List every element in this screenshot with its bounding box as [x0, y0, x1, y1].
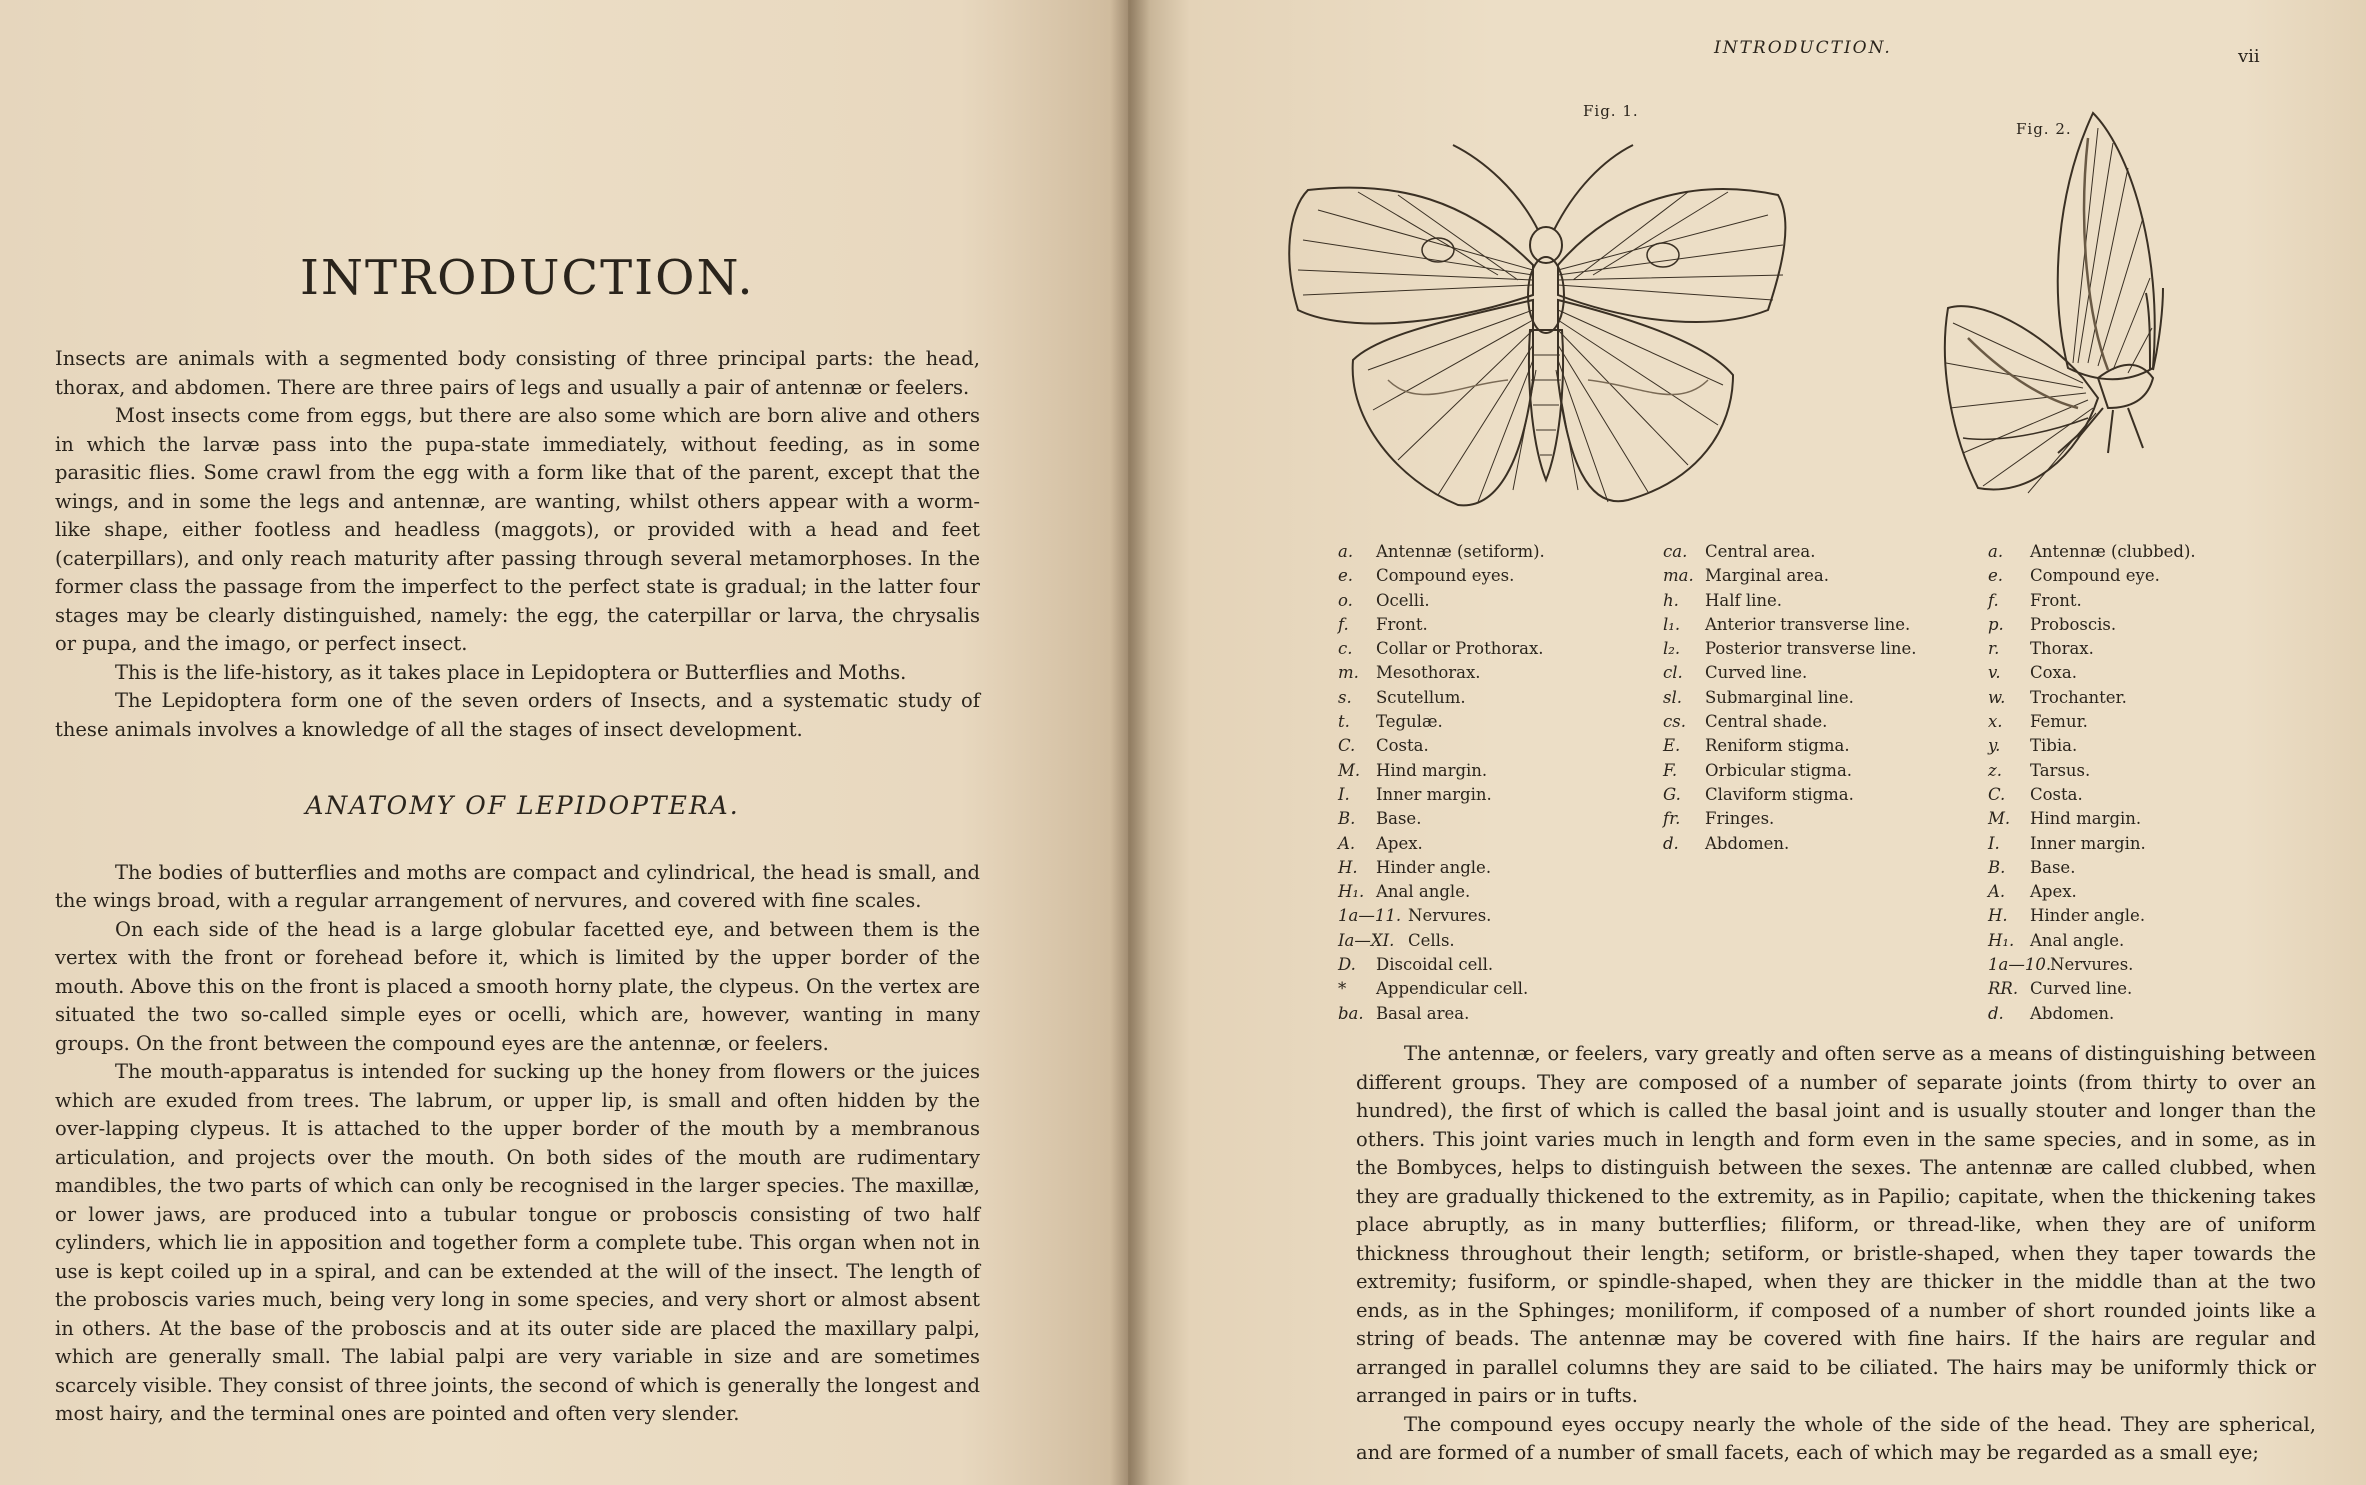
legend-text: Trochanter.: [2030, 687, 2127, 707]
legend-text: Ocelli.: [1376, 590, 1430, 610]
legend-text: Nervures.: [2050, 955, 2134, 975]
legend-text: Anal angle.: [2030, 930, 2125, 950]
legend-text: Tibia.: [2030, 736, 2078, 756]
legend-item: [1663, 589, 1917, 613]
fig1-label: Fig. 1.: [1583, 102, 1639, 120]
legend-item: [1988, 637, 2196, 661]
legend-key: e.: [1338, 566, 1354, 586]
legend-item: [1663, 783, 1917, 807]
left-page-text: [55, 345, 980, 1429]
legend-text: Orbicular stigma.: [1705, 760, 1853, 780]
section-heading: ANATOMY OF LEPIDOPTERA.: [305, 791, 740, 820]
legend-text: Compound eyes.: [1376, 566, 1515, 586]
butterfly-figure: [1938, 108, 2168, 538]
legend-item: [1988, 1002, 2196, 1026]
legend-text: Nervures.: [1408, 906, 1492, 926]
legend-text: Thorax.: [2030, 639, 2094, 659]
legend-key: H.: [1988, 906, 2008, 926]
legend-text: Proboscis.: [2030, 614, 2117, 634]
legend-item: [1338, 856, 1545, 880]
intro-paragraph: Most insects come from eggs, but there are also some which are born alive and others in which the larvæ pass into the pupa-state immediately, without feeding, as in some parasitic flies. Some crawl from the egg with a form like that of the parent, except that the wings, and in some the legs and antennæ, are wanting, whilst others appear with a worm-like shape, either footless and headless (maggots), or provided with a head and feet (caterpillars), and only reach maturity after passing through several metamorphoses. In the former class the passage from the imperfect to the perfect state is gradual; in the latter four stages may be clearly distinguished, namely: the egg, the caterpillar or larva, the chrysalis or pupa, and the imago, or perfect insect.: [55, 404, 980, 655]
legend-item: [1988, 977, 2196, 1001]
anatomy-paragraph: The mouth-apparatus is intended for sucking up the honey from flowers or the juices which are exuded from trees. The labrum, or upper lip, is small and often hidden by the over-lapping clypeus. It is attached to the upper border of the mouth by a membranous articulation, and projects over the mouth. On both sides of the mouth are rudimentary mandibles, the two parts of which can only be recognised in the larger species. The maxillæ, or lower jaws, are produced into a tubular tongue or proboscis consisting of two half cylinders, which lie in apposition and together form a complete tube. This organ when not in use is kept coiled up in a spiral, and can be extended at the will of the insect. The length of the proboscis varies much, being very long in some species, and very short or almost absent in others. At the base of the proboscis and at its outer side are placed the maxillary palpi, which are generally small. The labial palpi are very variable in size and are sometimes scarcely visible. They consist of three joints, the second of which is generally the longest and most hairy, and the terminal ones are pointed and often very slender.: [55, 1060, 980, 1425]
legend-key: D.: [1338, 955, 1356, 975]
left-hindwing: [1353, 300, 1533, 505]
legend-item: [1988, 564, 2196, 588]
legend-key: RR.: [1988, 979, 2019, 999]
legend-item: [1338, 710, 1545, 734]
legend-key: F.: [1663, 760, 1678, 780]
legend-text: Collar or Prothorax.: [1376, 639, 1544, 659]
legend-key: c.: [1338, 639, 1353, 659]
legend-item: [1663, 613, 1917, 637]
legend-text: Discoidal cell.: [1376, 955, 1494, 975]
legend-text: Hind margin.: [1376, 760, 1488, 780]
legend-key: fr.: [1663, 809, 1681, 829]
legend-item: [1338, 953, 1545, 977]
legend-key: f.: [1338, 614, 1349, 634]
legend-item: [1988, 661, 2196, 685]
page-number: vii: [2238, 46, 2260, 67]
legend-text: Hinder angle.: [1376, 857, 1492, 877]
legend-column-3: [1988, 540, 2196, 1026]
legend-item: [1988, 710, 2196, 734]
legend-text: Front.: [2030, 590, 2082, 610]
legend-key: M.: [1338, 760, 1361, 780]
right-page: [1128, 0, 2366, 1485]
legend-key: cl.: [1663, 663, 1683, 683]
legend-text: Femur.: [2030, 712, 2088, 732]
legend-text: Base.: [2030, 857, 2076, 877]
left-page: [0, 0, 1128, 1485]
legend-item: [1338, 759, 1545, 783]
legend-item: [1988, 783, 2196, 807]
legend-key: l₁.: [1663, 614, 1681, 634]
right-forewing: [1558, 189, 1785, 322]
legend-item: [1338, 807, 1545, 831]
legend-key: C.: [1988, 784, 2006, 804]
legend-text: Antennæ (setiform).: [1376, 542, 1545, 561]
legend-item: [1988, 904, 2196, 928]
legend-text: Tegulæ.: [1376, 712, 1443, 732]
legend-column-2: [1663, 540, 1917, 856]
legend-text: Coxa.: [2030, 663, 2077, 683]
legend-item: [1988, 856, 2196, 880]
legend-key: v.: [1988, 663, 2001, 683]
legend-item: [1663, 564, 1917, 588]
legend-key: d.: [1663, 833, 1679, 853]
legend-key: H.: [1338, 857, 1358, 877]
legend-text: Hinder angle.: [2030, 906, 2146, 926]
legend-item: [1338, 832, 1545, 856]
legend-item: [1338, 977, 1545, 1001]
legend-key: z.: [1988, 760, 2002, 780]
legend-key: t.: [1338, 712, 1350, 732]
legend-text: Apex.: [1376, 833, 1423, 853]
legend-key: h.: [1663, 590, 1679, 610]
moth-figure: [1278, 130, 1808, 530]
legend-key: y.: [1988, 736, 2001, 756]
anatomy-paragraph: On each side of the head is a large globular facetted eye, and between them is the vertex with the front or forehead before it, which is limited by the upper border of the mouth. Above this on the front is placed a smooth horny plate, the clypeus. On the vertex are situated the two so-called simple eyes or ocelli, which are, however, wanting in many groups. On the front between the compound eyes are the antennæ, or feelers.: [55, 917, 980, 1055]
legend-item: [1663, 832, 1917, 856]
legend-key: B.: [1338, 809, 1356, 829]
legend-item: [1988, 759, 2196, 783]
legend-item: [1338, 783, 1545, 807]
legend-text: Curved line.: [2030, 979, 2133, 999]
legend-text: Mesothorax.: [1376, 663, 1481, 683]
legend-item: [1338, 880, 1545, 904]
body-paragraph: The compound eyes occupy nearly the whole of the side of the head. They are spherical, and are formed of a number of small facets, each of which may be regarded as a small eye;: [1356, 1412, 2316, 1464]
legend-item: [1988, 540, 2196, 564]
legend-key: a.: [1338, 542, 1354, 561]
legend-item: [1338, 661, 1545, 685]
running-head: INTRODUCTION.: [1714, 38, 1892, 58]
legend-text: Front.: [1376, 614, 1428, 634]
anatomy-paragraph: The bodies of butterflies and moths are compact and cylindrical, the head is small, and the wings broad, with a regular arrangement of nervures, and covered with fine scales.: [55, 860, 980, 912]
legend-text: Marginal area.: [1705, 566, 1830, 586]
legend-key: H₁.: [1338, 882, 1365, 902]
legend-key: d.: [1988, 1003, 2004, 1023]
left-forewing: [1289, 188, 1533, 324]
legend-text: Anal angle.: [1376, 882, 1471, 902]
legend-text: Fringes.: [1705, 809, 1775, 829]
legend-item: [1338, 904, 1545, 928]
legend-column-1: [1338, 540, 1545, 1026]
chapter-title: INTRODUCTION.: [300, 250, 755, 306]
legend-item: [1988, 929, 2196, 953]
legend-text: Half line.: [1705, 590, 1783, 610]
legend-key: G.: [1663, 784, 1681, 804]
legend-item: [1663, 637, 1917, 661]
legend-item: [1338, 564, 1545, 588]
legend-item: [1338, 1002, 1545, 1026]
legend-item: [1988, 734, 2196, 758]
body-paragraph: The antennæ, or feelers, vary greatly and often serve as a means of distinguishing between different groups. They are composed of a number of separate joints (from thirty to over an hundred), the first of which is called the basal joint and is usually stouter and longer than the others. This joint varies much in length and form even in the same species, and in some, as in the Bombyces, helps to distinguish between the sexes. The antennæ are called clubbed, when they are gradually thickened to the extremity, as in Papilio; capitate, when the thickening takes place abruptly, as in many butterflies; filiform, or thread-like, when they are of uniform thickness throughout their length; setiform, or bristle-shaped, when they taper towards the extremity; fusiform, or spindle-shaped, when they are thicker in the middle than at the two ends, as in the Sphinges; moniliform, if composed of a number of short rounded joints like a string of beads. The antennæ may be covered with fine hairs. If the hairs are regular and arranged in parallel columns they are said to be ciliated. The hairs may be uniformly thick or arranged in pairs or in tufts.: [1356, 1042, 2316, 1407]
legend-text: Base.: [1376, 809, 1422, 829]
legend-item: [1338, 734, 1545, 758]
legend-item: [1663, 807, 1917, 831]
legend-key: s.: [1338, 687, 1352, 707]
legend-text: Posterior transverse line.: [1705, 639, 1917, 659]
legend-text: Abdomen.: [1705, 833, 1790, 853]
legend-key: sl.: [1663, 687, 1682, 707]
legend-text: Central area.: [1705, 542, 1816, 561]
legend-text: Abdomen.: [2030, 1003, 2115, 1023]
legend-key: ca.: [1663, 542, 1688, 561]
legend-text: Inner margin.: [2030, 833, 2146, 853]
legend-key: 1a—11.: [1338, 906, 1402, 926]
hindwing: [1945, 306, 2098, 489]
legend-text: Appendicular cell.: [1376, 979, 1529, 999]
legend-item: [1988, 613, 2196, 637]
legend-item: [1338, 613, 1545, 637]
legend-key: ma.: [1663, 566, 1694, 586]
legend-item: [1988, 880, 2196, 904]
legend-text: Costa.: [1376, 736, 1429, 756]
legend-key: a.: [1988, 542, 2004, 561]
legend-key: A.: [1988, 882, 2006, 902]
legend-key: *: [1338, 979, 1347, 999]
legend-key: M.: [1988, 809, 2011, 829]
legend-key: e.: [1988, 566, 2004, 586]
legend-item: [1663, 540, 1917, 564]
legend-key: x.: [1988, 712, 2003, 732]
legend-item: [1988, 686, 2196, 710]
legend-text: Anterior transverse line.: [1705, 614, 1911, 634]
legend-key: f.: [1988, 590, 1999, 610]
legend-item: [1663, 710, 1917, 734]
legend-item: [1988, 832, 2196, 856]
legend-text: Curved line.: [1705, 663, 1808, 683]
legend-key: l₂.: [1663, 639, 1681, 659]
right-hindwing: [1558, 300, 1733, 501]
legend-key: E.: [1663, 736, 1681, 756]
legend-item: [1338, 637, 1545, 661]
legend-text: Costa.: [2030, 784, 2083, 804]
fig2-label: Fig. 2.: [2016, 120, 2072, 138]
legend-text: Scutellum.: [1376, 687, 1466, 707]
legend-key: o.: [1338, 590, 1353, 610]
legend-key: B.: [1988, 857, 2006, 877]
intro-paragraph: The Lepidoptera form one of the seven orders of Insects, and a systematic study of these animals involves a knowledge of all the stages of insect development.: [55, 689, 980, 741]
legend-key: w.: [1988, 687, 2006, 707]
legend-key: C.: [1338, 736, 1356, 756]
legend-item: [1663, 734, 1917, 758]
intro-paragraph: This is the life-history, as it takes place in Lepidoptera or Butterflies and Moths.: [115, 660, 907, 684]
legend-key: 1a—10.: [1988, 955, 2052, 975]
legend-text: Inner margin.: [1376, 784, 1492, 804]
legend-text: Antennæ (clubbed).: [2030, 542, 2196, 561]
legend-item: [1338, 929, 1545, 953]
legend-item: [1988, 589, 2196, 613]
legend-item: [1988, 807, 2196, 831]
right-page-text: [1356, 1040, 2316, 1468]
legend-key: p.: [1988, 614, 2004, 634]
legend-key: m.: [1338, 663, 1359, 683]
legend-text: Claviform stigma.: [1705, 784, 1854, 804]
legend-item: [1338, 540, 1545, 564]
legend-item: [1663, 686, 1917, 710]
legend-key: I.: [1338, 784, 1350, 804]
legend-key: A.: [1338, 833, 1356, 853]
legend-key: I.: [1988, 833, 2000, 853]
legend-key: cs.: [1663, 712, 1686, 732]
book-gutter: [1110, 0, 1150, 1485]
legend-text: Basal area.: [1376, 1003, 1470, 1023]
legend-key: ba.: [1338, 1003, 1364, 1023]
legend-item: [1338, 686, 1545, 710]
legend-text: Hind margin.: [2030, 809, 2142, 829]
legend-text: Central shade.: [1705, 712, 1828, 732]
legend-text: Submarginal line.: [1705, 687, 1854, 707]
legend-text: Tarsus.: [2030, 760, 2091, 780]
legend-item: [1663, 661, 1917, 685]
intro-paragraph: Insects are animals with a segmented body consisting of three principal parts: the head, thorax, and abdomen. There are three pairs of legs and usually a pair of antennæ or feelers.: [55, 347, 980, 399]
legend-item: [1338, 589, 1545, 613]
legend-item: [1663, 759, 1917, 783]
legend-text: Cells.: [1408, 930, 1455, 950]
legend-key: r.: [1988, 639, 2000, 659]
legend-text: Reniform stigma.: [1705, 736, 1850, 756]
legend-text: Apex.: [2030, 882, 2077, 902]
legend-key: H₁.: [1988, 930, 2015, 950]
legend-text: Compound eye.: [2030, 566, 2160, 586]
legend-key: Ia—XI.: [1338, 930, 1395, 950]
legend-item: [1988, 953, 2196, 977]
